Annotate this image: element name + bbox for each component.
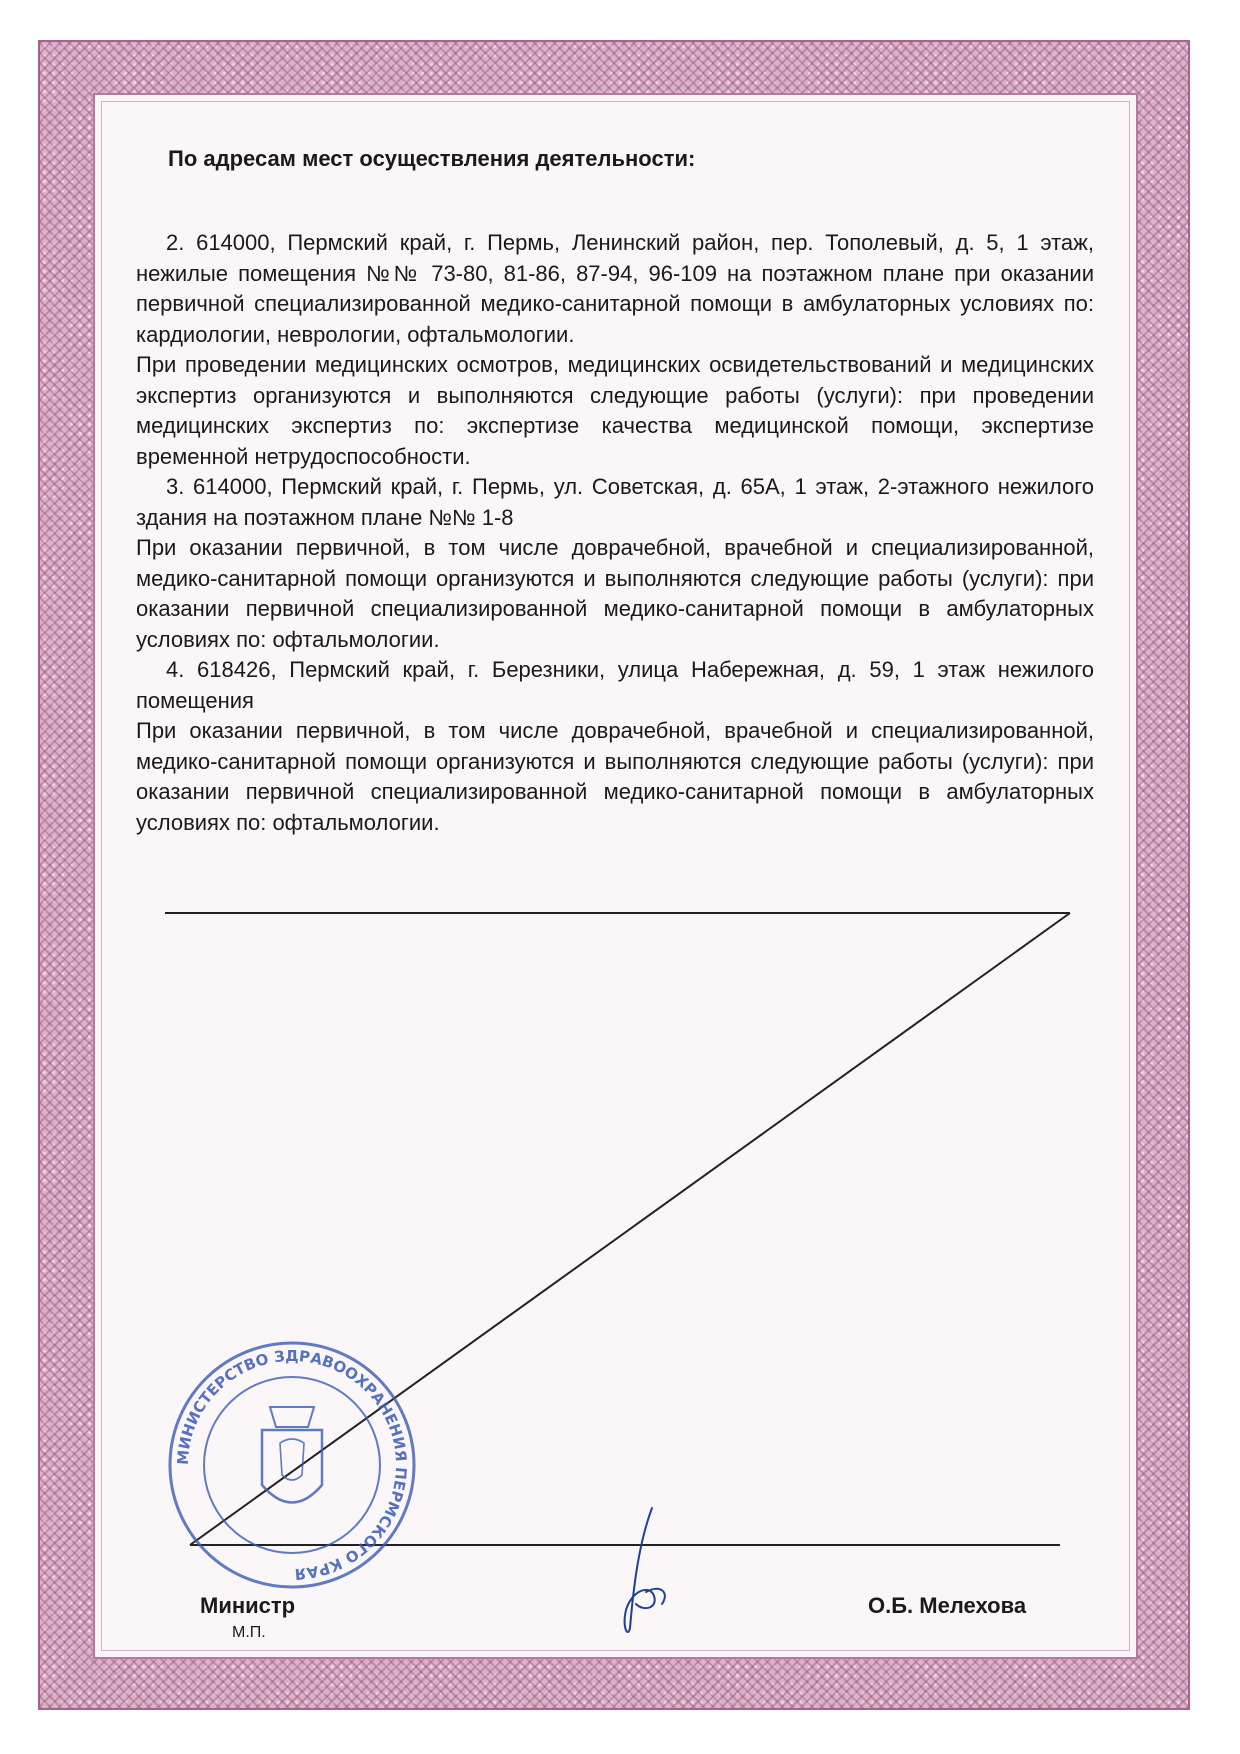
svg-text:МИНИСТЕРСТВО ЗДРАВООХРАНЕНИЯ П (174, 1347, 410, 1583)
stamp-text: МИНИСТЕРСТВО ЗДРАВООХРАНЕНИЯ ПЕРМСКОГО КРАЯ (173, 1346, 411, 1584)
section-heading: По адресам мест осуществления деятельности: (168, 146, 696, 171)
minister-name: О.Б. Мелехова (868, 1593, 1027, 1618)
handwritten-signature (600, 1500, 690, 1640)
paragraph-address-2: 2. 614000, Пермский край, г. Пермь, Ленинский район, пер. Тополевый, д. 5, 1 этаж, нежилые помещения №№ 73-80, 81-86, 87-94, 96-109 на поэтажном плане при оказании первичной специализированной медико-санитарной помощи в амбулаторных условиях по: кардиологии, неврологии, офтальмологии. (136, 230, 1094, 347)
seal-place-label: М.П. (232, 1624, 266, 1641)
coat-of-arms-icon (262, 1407, 322, 1503)
paragraph-works-2: При проведении медицинских осмотров, медицинских освидетельствований и медицинских экспертиз организуются и выполняются следующие работы (услуги): при проведении медицинских экспертиз по: экспертизе качества медицинской помощи, экспертизе временной нетрудоспособности. (136, 352, 1094, 469)
paragraph-works-3: При оказании первичной, в том числе доврачебной, врачебной и специализированной, медико-санитарной помощи организуются и выполняются следующие работы (услуги): при оказании первичной специализированной медико-санитарной помощи в амбулаторных условиях по: офтальмологии. (136, 535, 1094, 652)
official-stamp (162, 1335, 422, 1595)
minister-title: Министр (200, 1593, 296, 1618)
paragraph-address-4: 4. 618426, Пермский край, г. Березники, улица Набережная, д. 59, 1 этаж нежилого помещения (136, 657, 1094, 713)
paragraph-works-4: При оказании первичной, в том числе доврачебной, врачебной и специализированной, медико-санитарной помощи организуются и выполняются следующие работы (услуги): при оказании первичной специализированной медико-санитарной помощи в амбулаторных условиях по: офтальмологии. (136, 718, 1094, 835)
paragraph-address-3: 3. 614000, Пермский край, г. Пермь, ул. Советская, д. 65А, 1 этаж, 2-этажного нежилого здания на поэтажном плане №№ 1-8 (136, 474, 1094, 530)
